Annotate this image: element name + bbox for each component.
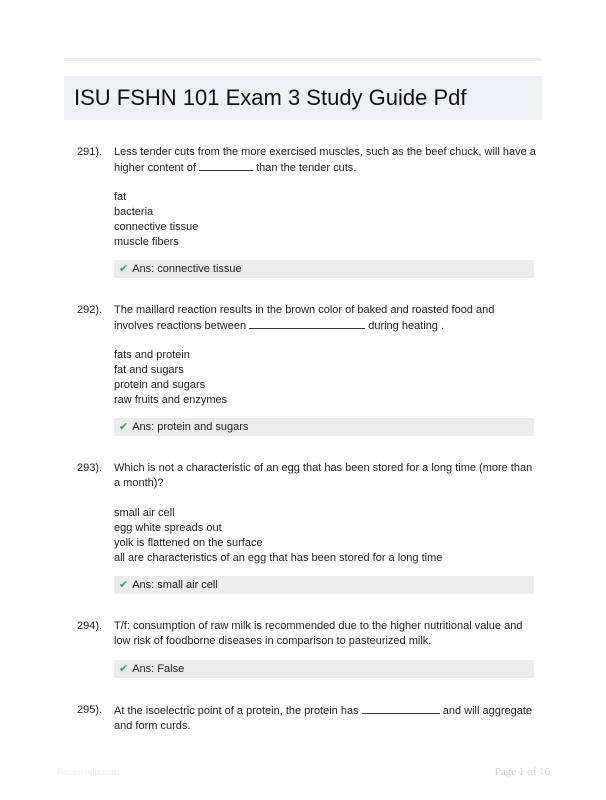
option: fat and sugars [114, 364, 184, 376]
answer-text: Ans: connective tissue [132, 263, 242, 275]
question-number: 292). [77, 304, 103, 316]
question-text: The maillard reaction results in the brown color of baked and roasted food and involves reactions between during heating . [114, 304, 495, 332]
blank-line [362, 703, 440, 714]
page-title: ISU FSHN 101 Exam 3 Study Guide Pdf [74, 85, 467, 110]
question-text: Which is not a characteristic of an egg that has been stored for a long time (more than a month)? [114, 462, 533, 489]
question-text: Less tender cuts from the more exercised muscles, such as the beef chuck, will have a higher content of than the tender cuts. [114, 146, 536, 174]
blank-line [199, 160, 253, 171]
check-icon: ✔ [119, 579, 129, 591]
footer-watermark: PaperHelp.com [57, 767, 120, 777]
check-icon: ✔ [119, 263, 129, 275]
question-number: 291). [77, 146, 103, 158]
option: yolk is flattened on the surface [114, 537, 263, 549]
option: fats and protein [114, 349, 190, 361]
title-bar [64, 76, 542, 120]
answer-box [114, 660, 534, 678]
answer-text: Ans: protein and sugars [132, 421, 249, 433]
option: raw fruits and enzymes [114, 394, 228, 406]
option: fat [114, 191, 127, 203]
options-list [114, 190, 534, 250]
check-icon: ✔ [119, 421, 129, 433]
option: all are characteristics of an egg that has been stored for a long time [114, 552, 443, 564]
page-indicator: Page 1 of 16 [494, 766, 550, 778]
check-icon: ✔ [119, 663, 129, 675]
option: egg white spreads out [114, 522, 222, 534]
option: bacteria [114, 206, 154, 218]
question-text: T/f: consumption of raw milk is recommended due to the higher nutritional value and low risk of foodborne diseases in comparison to pasteurized milk. [114, 620, 523, 647]
answer-text: Ans: small air cell [132, 579, 218, 591]
question-number: 294). [77, 620, 103, 632]
answer-box [114, 418, 534, 436]
options-list [114, 506, 534, 566]
option: small air cell [114, 507, 175, 519]
answer-box [114, 260, 534, 278]
options-list [114, 348, 534, 408]
top-divider [64, 58, 542, 61]
question-text: At the isoelectric point of a protein, the protein has and will aggregate and form curds. [114, 705, 533, 732]
option: protein and sugars [114, 379, 206, 391]
option: connective tissue [114, 221, 199, 233]
option: muscle fibers [114, 236, 179, 248]
question-number: 295). [77, 704, 103, 716]
question-number: 293). [77, 462, 103, 474]
answer-text: Ans: False [132, 663, 185, 675]
blank-line [249, 318, 365, 329]
answer-box [114, 576, 534, 594]
